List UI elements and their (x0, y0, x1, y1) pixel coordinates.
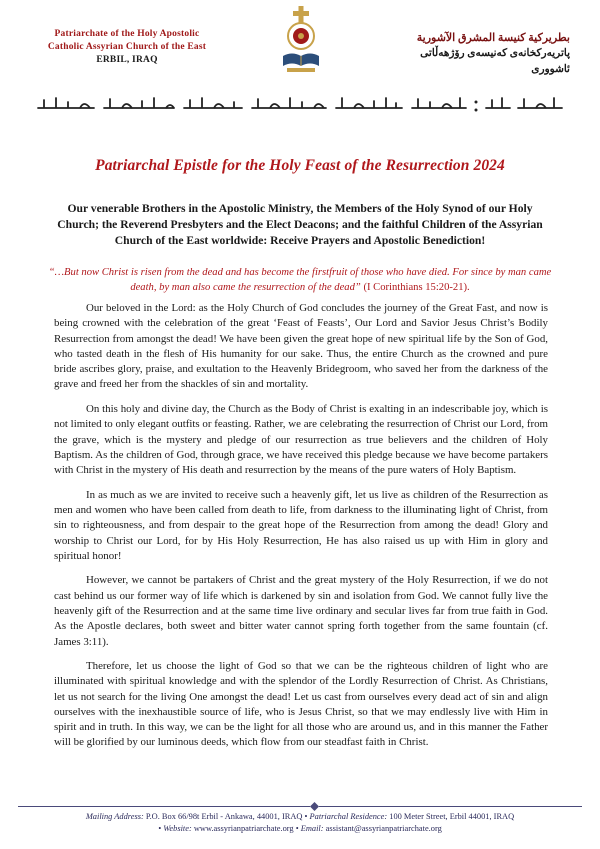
letterhead-ku-line2: پاتريەرکخانەی کەنیسەی رۆژهەڵاتی ئاشووری (420, 48, 570, 75)
epistle-body (54, 301, 548, 760)
paragraph: In as much as we are invited to receive such a heavenly gift, let us live as children of the Resurrection as men and women who have been called from death to life, from darkness to the illuminating light of Christ, from sin to righteousness, and from despair to the great hope of the Resurrection from among the dead! Glory and worship to Christ our Lord, for by His Holy Resurrection, He has also raised us up with Him in glory and spiritual honor! (54, 488, 548, 562)
paragraph: On this holy and divine day, the Church as the Body of Christ is exalting in an indescribable joy, which is not limited to only elegant outfits or feasting. Rather, we are celebrating the resurrection of Christ our Lord, from the grave, which is the mystery and pledge of our resurrection as true believers and the children of Holy Baptism. As the children of God, through grace, we have received this pledge because we have become partakers with Christ in the mystery of His death and resurrection by the means of the pure waters of Holy Baptism. (54, 402, 548, 477)
footer-divider (18, 806, 582, 807)
diamond-ornament-icon (310, 802, 319, 811)
epistle-title: Patriarchal Epistle for the Holy Feast of the Resurrection 2024 (95, 157, 505, 174)
paragraph: Therefore, let us choose the light of God so that we can be the righteous children of light who are illuminated with spiritual knowledge and with the splendor of the Lordly Resurrection of Christ. As Christians, let us not search for the living One amongst the dead! Let us cast from ourselves every dead act of sin and align ourselves with the inexhaustible source of life, who is Jesus Christ, so that we may endlessly live with Him in spirit and in truth. In this way, we can be the light for all those who are around us, and in this manner the Father will be glorified by our luminous deeds, which flow from our steadfast faith in Christ. (54, 659, 548, 749)
letterhead-en-line3: ERBIL, IRAQ (96, 55, 158, 65)
mailing-address: P.O. Box 66/98t Erbil - Ankawa, 44001, IRAQ • (143, 812, 310, 821)
quote-text: “…But now Christ is risen from the dead and has become the firstfruit of those who have died. For since by man came death, by man also came the resurrection of the dead” (48, 267, 552, 293)
letterhead (0, 0, 600, 84)
residence-address: 100 Meter Street, Erbil 44001, IRAQ (387, 812, 515, 821)
footer (0, 811, 600, 835)
residence-label: Patriarchal Residence: (309, 812, 388, 821)
footer-line1 (0, 811, 600, 823)
mailing-label: Mailing Address: (85, 812, 144, 821)
letterhead-english (22, 28, 232, 67)
email-link[interactable]: assistant@assyrianpatriarchate.org (323, 824, 442, 833)
email-label: Email: (300, 824, 324, 833)
scripture-quote (48, 265, 552, 295)
website-link[interactable]: www.assyrianpatriarchate.org • (191, 824, 301, 833)
patriarchal-emblem-icon (279, 6, 323, 76)
website-label: • Website: (158, 824, 192, 833)
syriac-script-banner (34, 94, 566, 116)
letterhead-arabic-kurdish (380, 30, 570, 78)
letterhead-en-line1: Patriarchate of the Holy Apostolic (54, 29, 200, 39)
quote-reference: (I Corinthians 15:20-21). (360, 282, 470, 293)
letterhead-ar-line1: بطريركية كنيسة المشرق الآشورية (416, 32, 570, 44)
paragraph: However, we cannot be partakers of Christ and the great mystery of the Holy Resurrection, if we do not cast behind us our former way of life which is darkened by sin and isolation from God. We cannot fully live the heavenly gift of the Resurrection and at the same time live ordinary and secular lives far from true faith in God. As the Apostle declares, both sweet and bitter water cannot spring forth together from the same fountain (cf. James 3:11). (54, 574, 548, 648)
letterhead-en-line2: Catholic Assyrian Church of the East (47, 42, 207, 52)
footer-line2 (0, 823, 600, 835)
salutation: Our venerable Brothers in the Apostolic Ministry, the Members of the Holy Synod of our Holy Church; the Reverend Presbyters and the Elect Deacons; and the faithful Children of the Assyrian Church of the East worldwide: Receive Prayers and Apostolic Benediction! (57, 202, 543, 248)
paragraph: Our beloved in the Lord: as the Holy Church of God concludes the journey of the Great Fast, and now is being crowned with the celebration of the great ‘Feast of Feasts’, Our Lord and Savior Jesus Christ’s Bodily Resurrection from amongst the dead! We have been given the great hope of new spiritual life by the Son of God, who tasted death in the flesh of His humanity for our sake. Thus, the entire Church as the crowned and pure bride ascribes glory, praise, and exultation to the Heavenly Bridegroom, who saved her from the darkness of the grave and freed her from the shackles of sin and mortality. (54, 302, 548, 391)
